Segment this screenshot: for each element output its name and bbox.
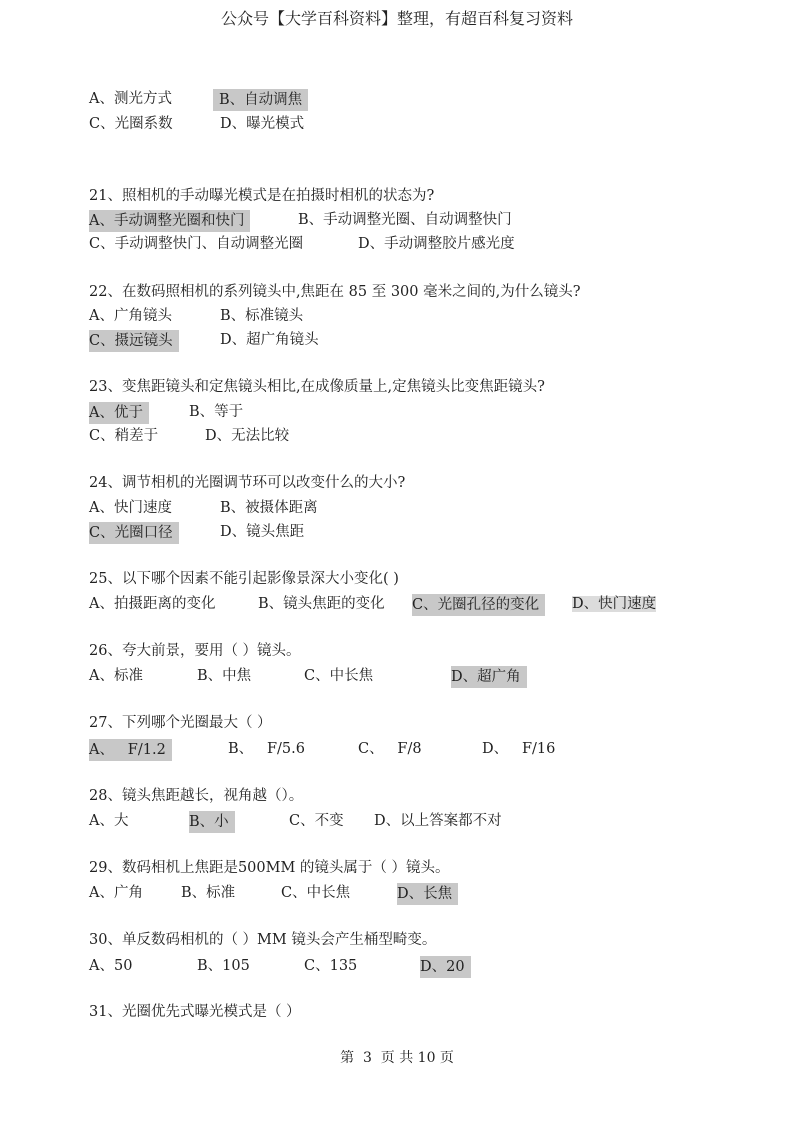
- q26-option-c: C、中长焦: [304, 668, 374, 684]
- q21-option-c: C、手动调整快门、自动调整光圈: [89, 236, 304, 252]
- q24-option-b: B、被摄体距离: [220, 500, 318, 516]
- q25-option-d-highlighted: [572, 594, 656, 614]
- q26-option-d-highlighted: D、超广角: [451, 666, 527, 688]
- q21-option-d: D、手动调整胶片感光度: [358, 236, 515, 252]
- q21-option-b: B、手动调整光圈、自动调整快门: [298, 212, 512, 228]
- q24-question: 24、调节相机的光圈调节环可以改变什么的大小?: [89, 475, 406, 491]
- q24-option-c-highlighted: C、光圈口径: [89, 522, 179, 544]
- q28-option-c: C、不变: [289, 813, 344, 829]
- q30-option-d-highlighted: D、20: [420, 956, 471, 978]
- q23-option-b: B、等于: [189, 404, 244, 420]
- q29-option-b: B、标准: [181, 885, 236, 901]
- q22-option-d: D、超广角镜头: [220, 332, 319, 348]
- q22-option-a: A、广角镜头: [89, 308, 172, 324]
- q25-option-a: A、拍摄距离的变化: [89, 596, 216, 612]
- q27-option-d: D、 F/16: [482, 741, 556, 757]
- q20-option-b-highlighted: B、自动调焦: [213, 89, 308, 111]
- q23-option-d: D、无法比较: [205, 428, 290, 444]
- q30-option-b: B、105: [197, 958, 250, 974]
- q29-option-a: A、广角: [89, 885, 143, 901]
- q27-option-c: C、 F/8: [358, 741, 422, 757]
- q29-option-d-highlighted: D、长焦: [397, 883, 458, 905]
- q25-option-b: B、镜头焦距的变化: [258, 596, 385, 612]
- q30-option-c: C、135: [304, 958, 358, 974]
- q28-option-a: A、大: [89, 813, 129, 829]
- q25-option-c-highlighted: C、光圈孔径的变化: [412, 594, 545, 616]
- page-footer: 第 3 页 共 10 页: [340, 1050, 454, 1066]
- q25-option-d-text: D、快门速度: [572, 596, 657, 612]
- q20-option-a: A、测光方式: [89, 91, 172, 107]
- q23-question: 23、变焦距镜头和定焦镜头相比,在成像质量上,定焦镜头比变焦距镜头?: [89, 379, 545, 395]
- q20-option-d: D、曝光模式: [220, 116, 305, 132]
- q28-option-d: D、以上答案都不对: [374, 813, 502, 829]
- page-header: 公众号【大学百科资料】整理，有超百科复习资料: [220, 9, 573, 28]
- q23-option-a-highlighted: A、优于: [89, 402, 149, 424]
- q25-question: 25、以下哪个因素不能引起影像景深大小变化( ): [89, 571, 399, 587]
- q22-option-b: B、标准镜头: [220, 308, 304, 324]
- q21-option-a-highlighted: A、手动调整光圈和快门: [89, 210, 250, 232]
- q30-question: 30、单反数码相机的（ ）MM 镜头会产生桶型畸变。: [89, 932, 437, 948]
- q27-question: 27、下列哪个光圈最大（ ）: [89, 715, 272, 731]
- q21-question: 21、照相机的手动曝光模式是在拍摄时相机的状态为?: [89, 188, 435, 204]
- q27-option-a-highlighted: A、 F/1.2: [89, 739, 172, 761]
- q31-question: 31、光圈优先式曝光模式是（ ）: [89, 1004, 301, 1020]
- q28-question: 28、镜头焦距越长，视角越（）。: [89, 788, 304, 804]
- q26-option-a: A、标准: [89, 668, 143, 684]
- q22-question: 22、在数码照相机的系列镜头中,焦距在 85 至 300 毫米之间的,为什么镜头?: [89, 284, 581, 300]
- q28-option-b-highlighted: B、小: [189, 811, 235, 833]
- q20-option-c: C、光圈系数: [89, 116, 173, 132]
- q27-option-b: B、 F/5.6: [228, 741, 305, 757]
- q23-option-c: C、稍差于: [89, 428, 159, 444]
- q26-question: 26、夸大前景，要用（ ）镜头。: [89, 643, 301, 659]
- q26-option-b: B、中焦: [197, 668, 252, 684]
- q22-option-c-highlighted: C、摄远镜头: [89, 330, 179, 352]
- q29-question: 29、数码相机上焦距是500MM 的镜头属于（ ）镜头。: [89, 860, 450, 876]
- q24-option-a: A、快门速度: [89, 500, 172, 516]
- q29-option-c: C、中长焦: [281, 885, 351, 901]
- q30-option-a: A、50: [89, 958, 133, 974]
- q24-option-d: D、镜头焦距: [220, 524, 305, 540]
